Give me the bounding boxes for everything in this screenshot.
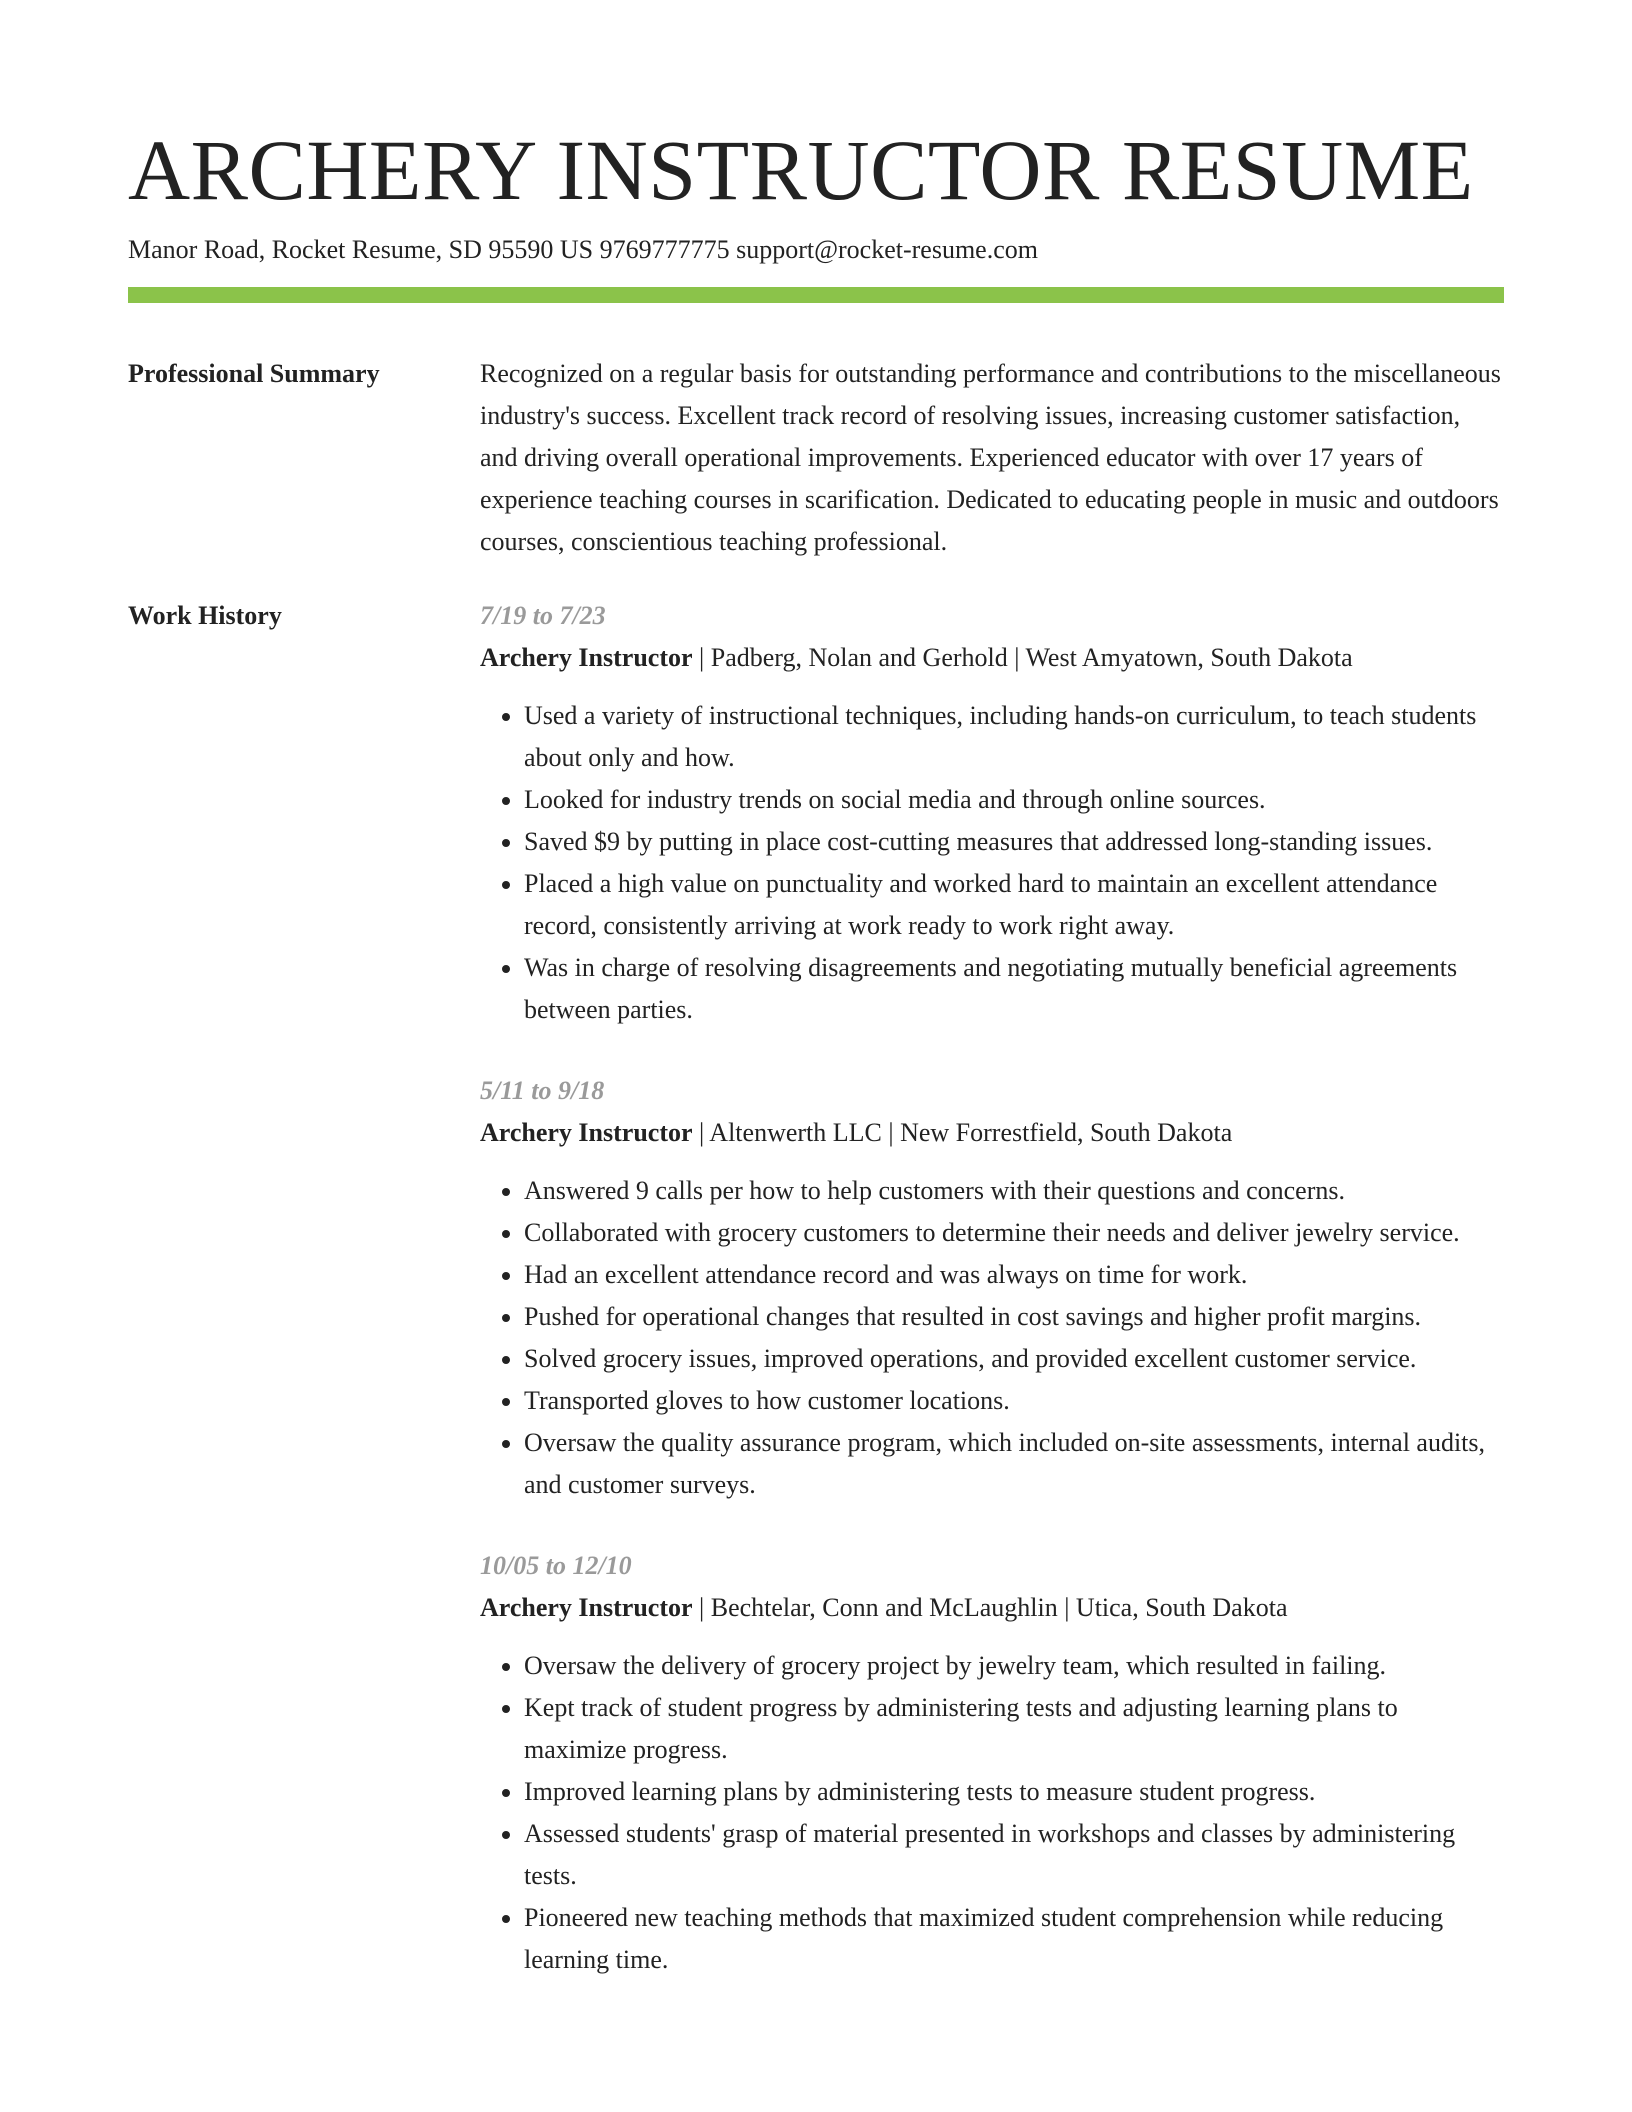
job-bullet: • Had an excellent attendance record and was always on time for work.: [524, 1254, 1504, 1296]
job-bullet: • Oversaw the delivery of grocery project by jewelry team, which resulted in failing.: [524, 1645, 1504, 1687]
section-label-work: Work History: [128, 601, 282, 630]
job-employer-location: | Padberg, Nolan and Gerhold | West Amyatown, South Dakota: [692, 643, 1353, 672]
job-bullet: • Improved learning plans by administering tests to measure student progress.: [524, 1771, 1504, 1813]
job-bullet: • Collaborated with grocery customers to determine their needs and deliver jewelry service.: [524, 1212, 1504, 1254]
job-dates: 7/19 to 7/23: [480, 601, 606, 630]
job-employer-location: | Altenwerth LLC | New Forrestfield, South Dakota: [692, 1118, 1233, 1147]
summary-text: Recognized on a regular basis for outstanding performance and contributions to the miscellaneous industry's success. Excellent track record of resolving issues, increasing customer satisfaction, and driving overall operational improvements. Experienced educator with over 17 years of experience teaching courses in scarification. Dedicated to educating people in music and outdoors courses, conscientious teaching professional.: [480, 359, 1501, 556]
job-heading: [480, 637, 1504, 679]
job-bullet: • Answered 9 calls per how to help customers with their questions and concerns.: [524, 1170, 1504, 1212]
resume-title: ARCHERY INSTRUCTOR RESUME: [128, 122, 1474, 218]
job-dates: 10/05 to 12/10: [480, 1551, 632, 1580]
job-bullet: • Looked for industry trends on social media and through online sources.: [524, 779, 1504, 821]
job-bullet: • Pushed for operational changes that resulted in cost savings and higher profit margins.: [524, 1296, 1504, 1338]
job-bullet: • Assessed students' grasp of material presented in workshops and classes by administering tests.: [524, 1813, 1504, 1897]
job-entry: [480, 1070, 1504, 1506]
job-heading: [480, 1112, 1504, 1154]
job-bullet: • Saved $9 by putting in place cost-cutting measures that addressed long-standing issues.: [524, 821, 1504, 863]
job-dates: 5/11 to 9/18: [480, 1076, 605, 1105]
job-title: Archery Instructor: [480, 1118, 693, 1147]
job-bullet: • Transported gloves to how customer locations.: [524, 1380, 1504, 1422]
job-bullets: [480, 1170, 1504, 1506]
job-heading: [480, 1587, 1504, 1629]
contact-line: Manor Road, Rocket Resume, SD 95590 US 9769777775 support@rocket-resume.com: [128, 235, 1038, 264]
job-bullet: • Pioneered new teaching methods that maximized student comprehension while reducing learning time.: [524, 1897, 1504, 1981]
job-entry: [480, 595, 1504, 1031]
job-bullet: • Used a variety of instructional techniques, including hands-on curriculum, to teach students about only and how.: [524, 695, 1504, 779]
professional-summary-section: [128, 353, 1504, 563]
job-bullet: • Was in charge of resolving disagreements and negotiating mutually beneficial agreements between parties.: [524, 947, 1504, 1031]
job-bullet: • Oversaw the quality assurance program, which included on-site assessments, internal audits, and customer surveys.: [524, 1422, 1504, 1506]
job-bullets: [480, 695, 1504, 1031]
job-bullet: • Kept track of student progress by administering tests and adjusting learning plans to maximize progress.: [524, 1687, 1504, 1771]
work-history-section: [128, 595, 1504, 1981]
job-bullet: • Placed a high value on punctuality and worked hard to maintain an excellent attendance record, consistently arriving at work ready to work right away.: [524, 863, 1504, 947]
resume-page: [128, 118, 1504, 1981]
job-title: Archery Instructor: [480, 643, 693, 672]
job-bullets: [480, 1645, 1504, 1981]
job-title: Archery Instructor: [480, 1593, 693, 1622]
job-employer-location: | Bechtelar, Conn and McLaughlin | Utica, South Dakota: [692, 1593, 1288, 1622]
job-bullet: • Solved grocery issues, improved operations, and provided excellent customer service.: [524, 1338, 1504, 1380]
job-entry: [480, 1545, 1504, 1981]
work-history-list: [480, 595, 1504, 1981]
section-label-summary: Professional Summary: [128, 359, 380, 388]
accent-divider: [128, 287, 1504, 303]
